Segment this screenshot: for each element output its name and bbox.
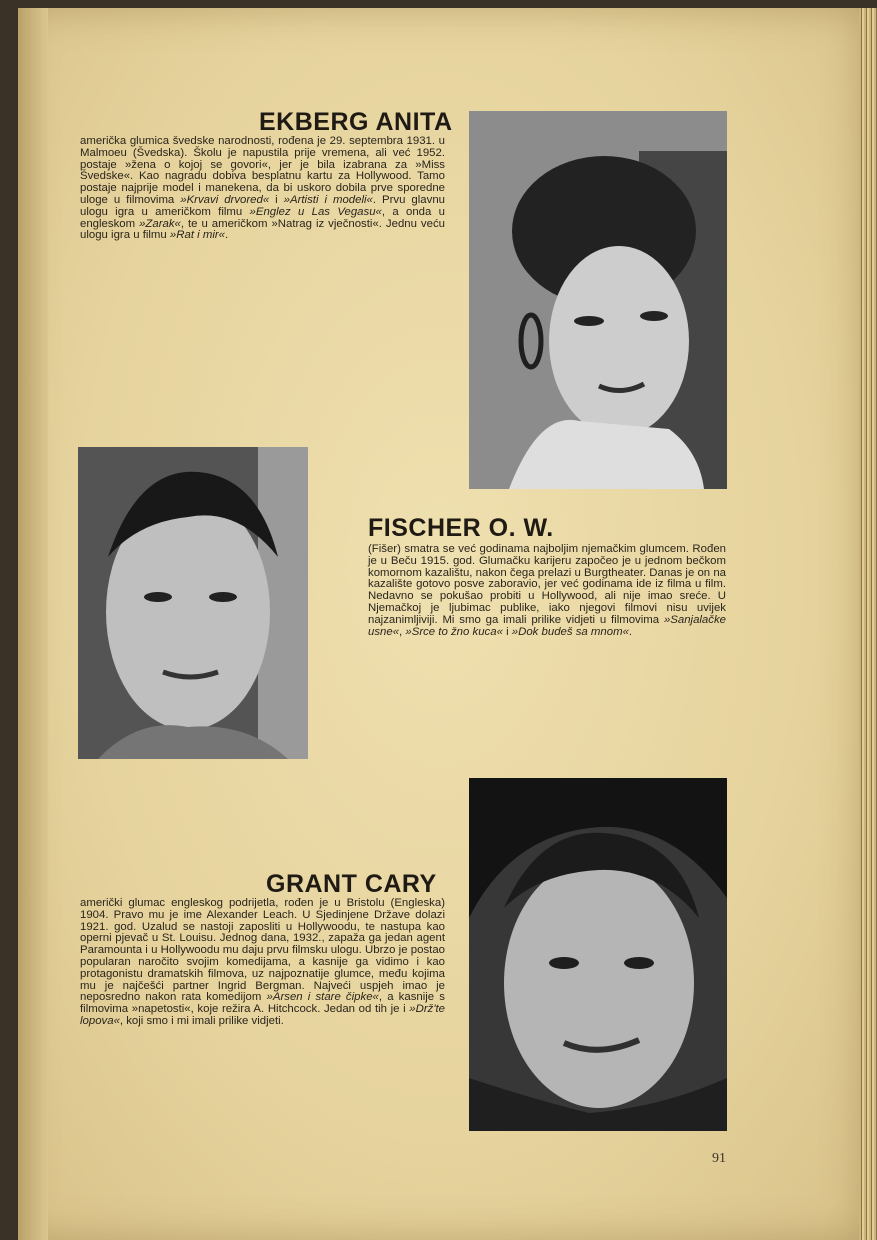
film-title: »Drž'te lopova« <box>80 1003 445 1027</box>
film-title: »Krvavi drvored« <box>180 193 270 206</box>
text-run: američki glumac engleskog podrijetla, rođen je u Bristolu (Engleska) 1904. Pravo mu je ime Alexander Leach. U Sjedinjene Države dolazi 1921. god. Uzalud se nastoji zaposliti u Hollywoodu, te nastupa kao operni pjevač u St. Louisu. Jednog dana, 1932., zapaža ga jedan agent Paramounta i u Hollywoodu mu daju prvu filmsku ulogu. Ubrzo je postao popularan naročito svojim komedijama, a kasnije ga vidimo i kao protagonistu dramatskih filmova, uz najpoznatije glumce, među kojima mu je najčešći partner Ingrid Bergman. Najveći uspjeh imao je neposredno nakon rata komedijom <box>80 897 445 1004</box>
photo-fischer <box>78 447 308 759</box>
film-title: »Sanjalačke usne« <box>368 613 726 638</box>
page-edges <box>859 8 877 1240</box>
text-run: američka glumica švedske narodnosti, rođena je 29. septembra 1931. u Malmoeu (Švedska). Školu je napustila prije vremena, ali već 1952. postaje <box>80 135 445 171</box>
text-run: , koji smo i mi imali prilike vidjeti. <box>119 1014 284 1027</box>
film-title: »Zarak« <box>139 217 181 230</box>
film-title: »Dok budeš sa mnom« <box>511 625 629 638</box>
text-run: , a onda u engleskom <box>80 205 445 230</box>
film-title: »Arsen i stare čipke« <box>266 991 379 1004</box>
entry-text-ekberg <box>80 136 445 242</box>
text-run: i <box>269 193 284 206</box>
entry-text-fischer <box>368 544 726 638</box>
film-title: »Artisti i modeli« <box>283 193 373 206</box>
photo-grant <box>469 778 727 1131</box>
text-run: , a kasnije s filmovima »napetosti«, koje režira A. Hitchcock. Jedan od tih je i <box>80 991 445 1016</box>
film-title: »Englez u Las Vegasu« <box>249 205 382 218</box>
text-run: i <box>502 625 512 638</box>
text-run: »žena o kojoj se govori« <box>124 158 268 171</box>
film-title: »Rat i mir« <box>169 229 225 242</box>
text-run: (Fišer) smatra se već godinama najboljim njemačkim glumcem. Rođen je u Beču 1915. god. Glumačku karijeru započeo je u jednom bečkom komornom kazalištu, nakon čega prelazi u Burgtheater. Danas je on na kazalište gotovo posve zaboravio, jer već godinama ide iz filma u film. Nedavno se pokušao probiti u Hollywood, ali nije imao sreće. U Njemačkoj je ljubimac publike, iako njegovi filmovi nisu uvijek najzanimljiviji. Mi smo ga imali prilike vidjeti u filmovima <box>368 543 726 626</box>
entry-title-grant: GRANT CARY <box>266 870 437 898</box>
text-run: . <box>225 229 229 242</box>
text-run: , te u američkom »Natrag iz vječnosti«. Jednu veću ulogu igra u filmu <box>80 217 445 242</box>
entry-title-fischer: FISCHER O. W. <box>368 514 554 542</box>
photo-ekberg <box>469 111 727 489</box>
page-spine <box>18 8 48 1240</box>
film-title: »Srce to žno kuca« <box>405 625 503 638</box>
text-run: . Prvu glavnu ulogu igra u američkom filmu <box>80 193 445 218</box>
book-page <box>18 8 863 1240</box>
text-run: . <box>628 625 633 638</box>
page-number: 91 <box>712 1151 726 1166</box>
entry-title-ekberg: EKBERG ANITA <box>259 108 453 136</box>
text-run: , jer je bila izabrana za »Miss Švedske«. Kao nagradu dobiva besplatnu kartu za Hollywood. Tamo postaje najprije model i manekena, da bi uskoro dobila prve sporedne uloge u filmovima <box>80 158 445 206</box>
text-run: , <box>399 625 406 638</box>
entry-text-grant <box>80 898 445 1028</box>
